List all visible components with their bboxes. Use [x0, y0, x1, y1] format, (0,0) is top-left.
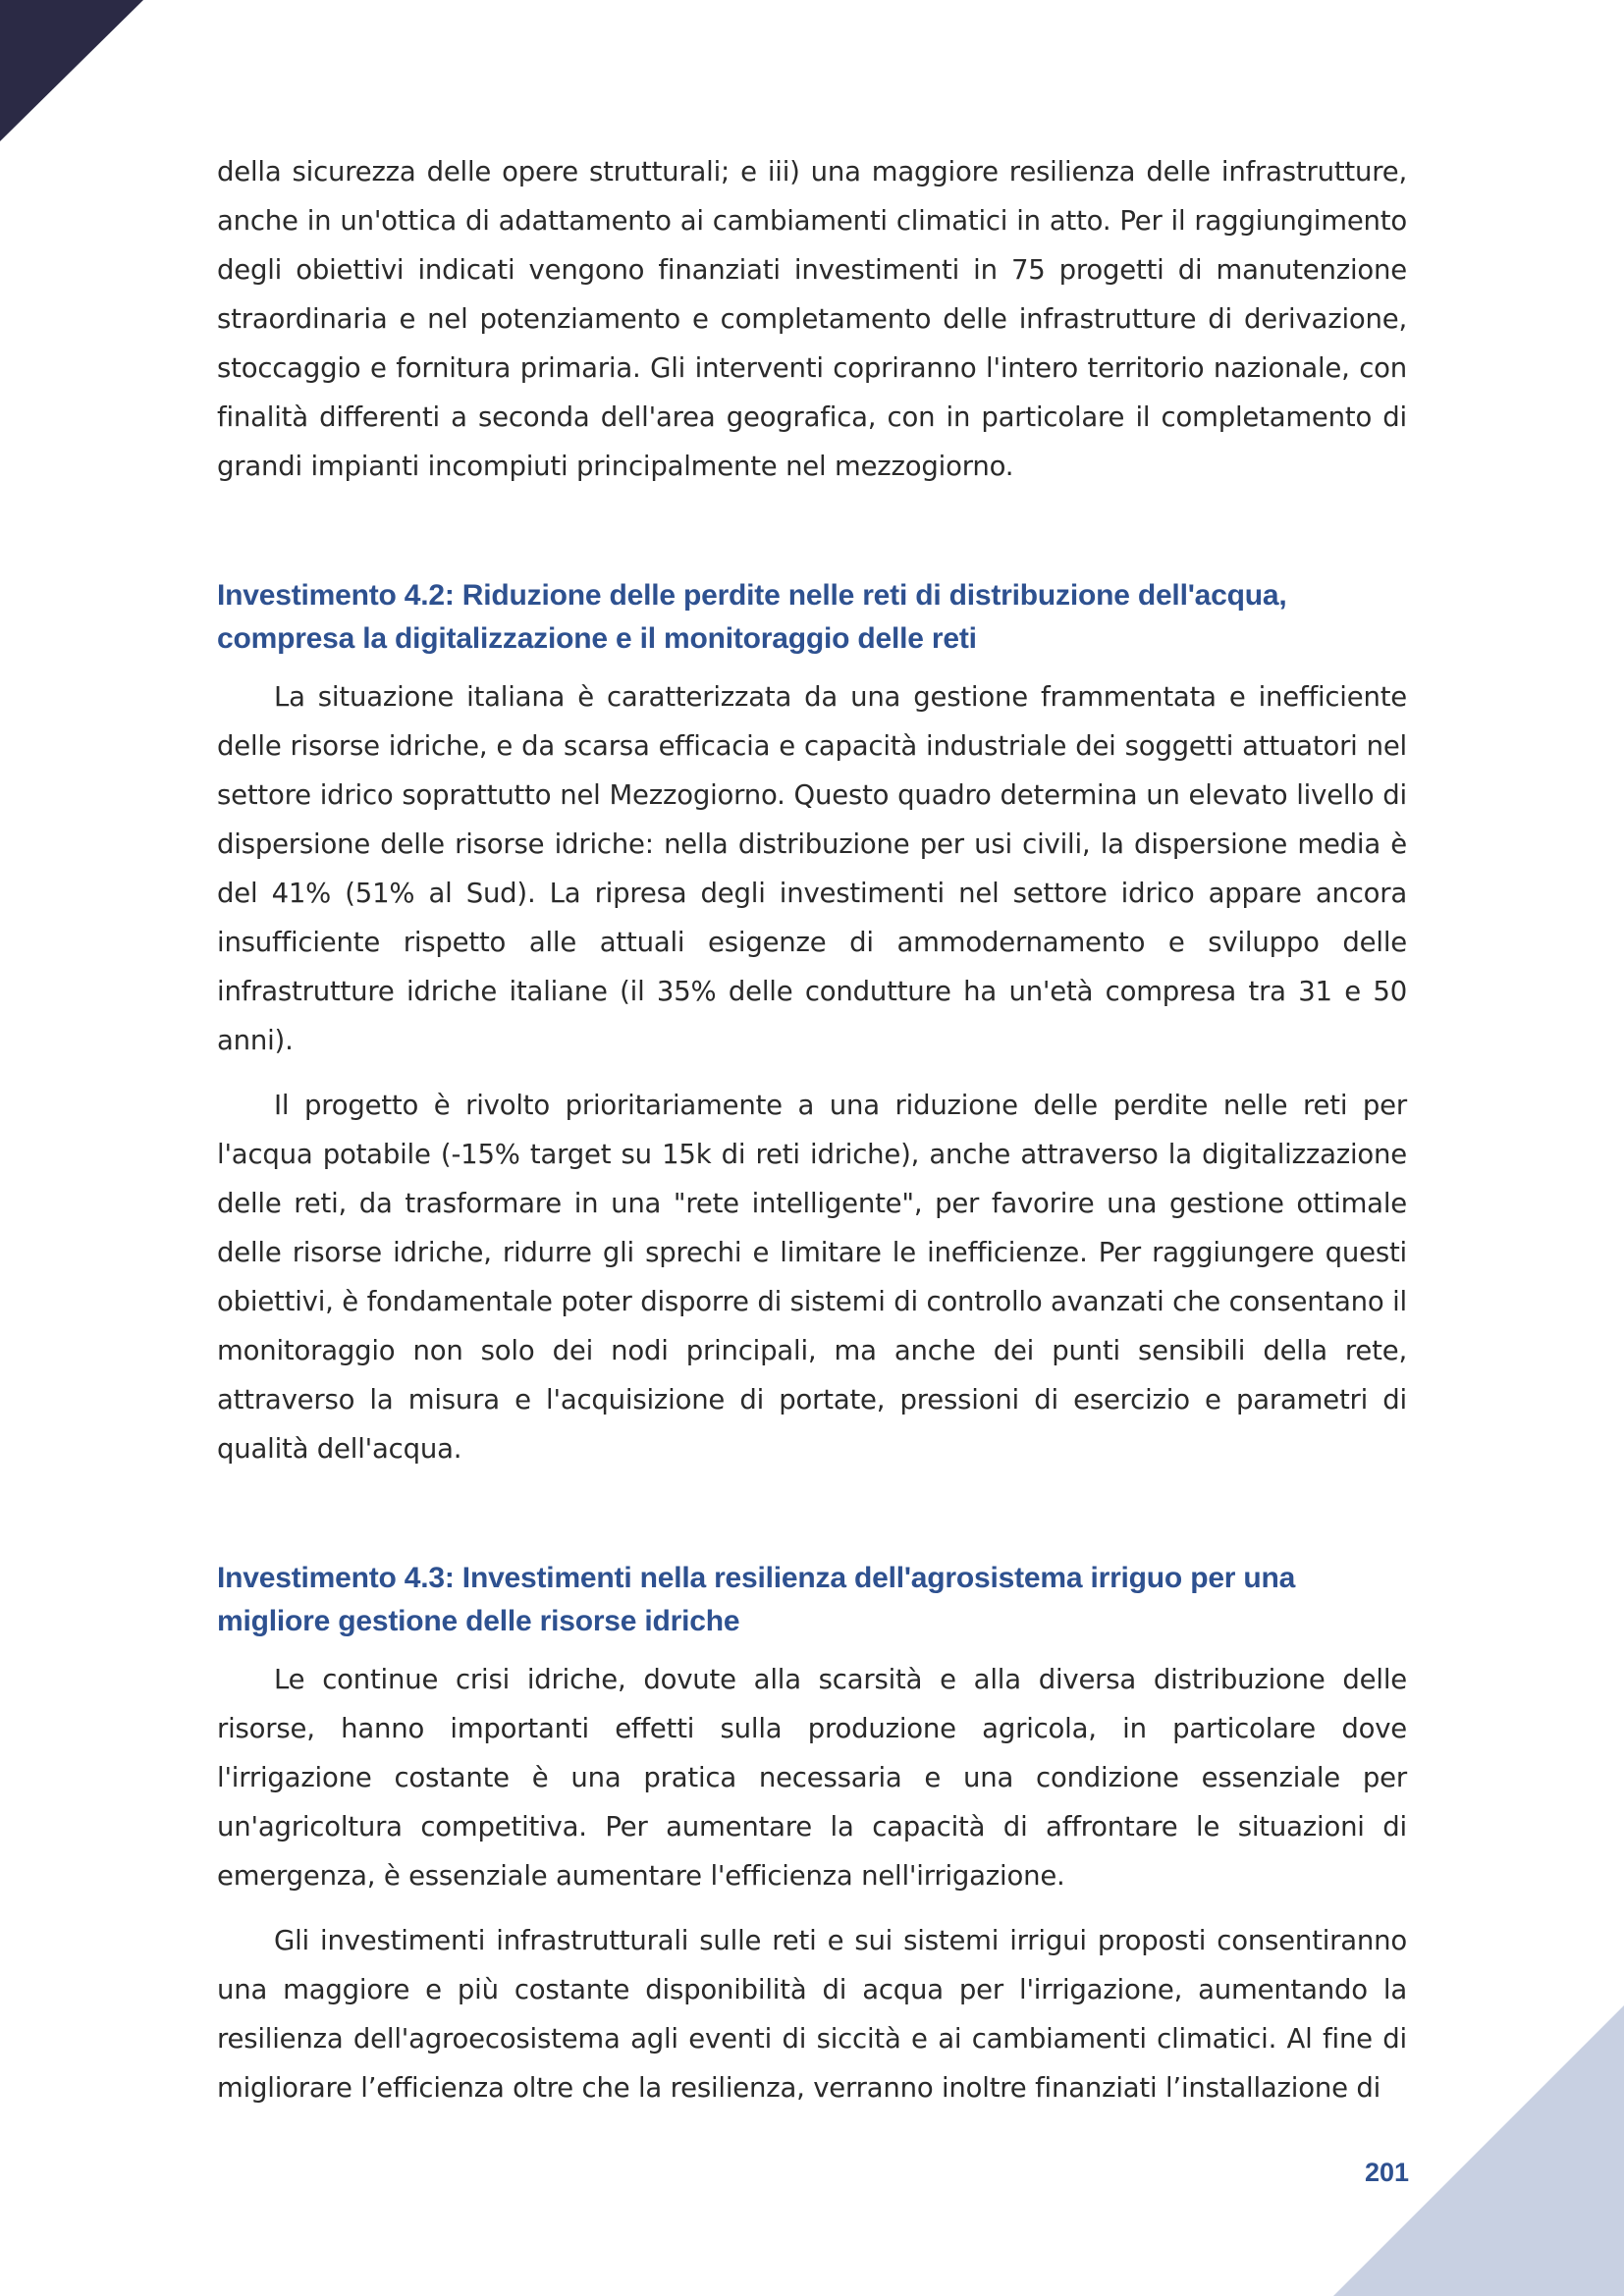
section-4-3-paragraph-1: Le continue crisi idriche, dovute alla scarsità e alla diversa distribuzione delle risorse, hanno importanti effetti sulla produzione agricola, in particolare dove l'irrigazione costante è una pratica necessaria e una condizione essenziale per un'agricoltura competitiva. Per aumentare la capacità di affrontare le situazioni di emergenza, è essenziale aumentare l'efficienza nell'irrigazione. — [217, 1664, 1407, 1892]
page-number: 201 — [1364, 2158, 1409, 2187]
document-body — [217, 147, 1407, 2112]
section-4-3-paragraph-2: Gli investimenti infrastrutturali sulle reti e sui sistemi irrigui proposti consentiranno una maggiore e più costante disponibilità di acqua per l'irrigazione, aumentando la resilienza dell'agroecosistema agli eventi di siccità e ai cambiamenti climatici. Al fine di migliorare l’efficienza oltre che la resilienza, verranno inoltre finanziati l’installazione di — [217, 1925, 1407, 2104]
intro-paragraph: della sicurezza delle opere strutturali; e iii) una maggiore resilienza delle infrastrutture, anche in un'ottica di adattamento ai cambiamenti climatici in atto. Per il raggiungimento degli obiettivi indicati vengono finanziati investimenti in 75 progetti di manutenzione straordinaria e nel potenziamento e completamento delle infrastrutture di derivazione, stoccaggio e fornitura primaria. Gli interventi copriranno l'intero territorio nazionale, con finalità differenti a seconda dell'area geografica, con in particolare il completamento di grandi impianti incompiuti principalmente nel mezzogiorno. — [217, 156, 1407, 482]
section-heading-4-2: Investimento 4.2: Riduzione delle perdite nelle reti di distribuzione dell'acqua, compresa la digitalizzazione e il monitoraggio delle reti — [217, 579, 1287, 655]
section-4-2-paragraph-2: Il progetto è rivolto prioritariamente a una riduzione delle perdite nelle reti per l'acqua potabile (-15% target su 15k di reti idriche), anche attraverso la digitalizzazione delle reti, da trasformare in una "rete intelligente", per favorire una gestione ottimale delle risorse idriche, ridurre gli sprechi e limitare le inefficienze. Per raggiungere questi obiettivi, è fondamentale poter disporre di sistemi di controllo avanzati che consentano il monitoraggio non solo dei nodi principali, ma anche dei punti sensibili della rete, attraverso la misura e l'acquisizione di portate, pressioni di esercizio e parametri di qualità dell'acqua. — [217, 1090, 1407, 1465]
section-4-2-paragraph-1: La situazione italiana è caratterizzata da una gestione frammentata e inefficiente delle risorse idriche, e da scarsa efficacia e capacità industriale dei soggetti attuatori nel settore idrico soprattutto nel Mezzogiorno. Questo quadro determina un elevato livello di dispersione delle risorse idriche: nella distribuzione per usi civili, la dispersione media è del 41% (51% al Sud). La ripresa degli investimenti nel settore idrico appare ancora insufficiente rispetto alle attuali esigenze di ammodernamento e sviluppo delle infrastrutture idriche italiane (il 35% delle condutture ha un'età compresa tra 31 e 50 anni). — [217, 681, 1407, 1056]
corner-decoration-top-left — [0, 0, 143, 141]
section-heading-4-3: Investimento 4.3: Investimenti nella resilienza dell'agrosistema irriguo per una migliore gestione delle risorse idriche — [217, 1562, 1296, 1637]
